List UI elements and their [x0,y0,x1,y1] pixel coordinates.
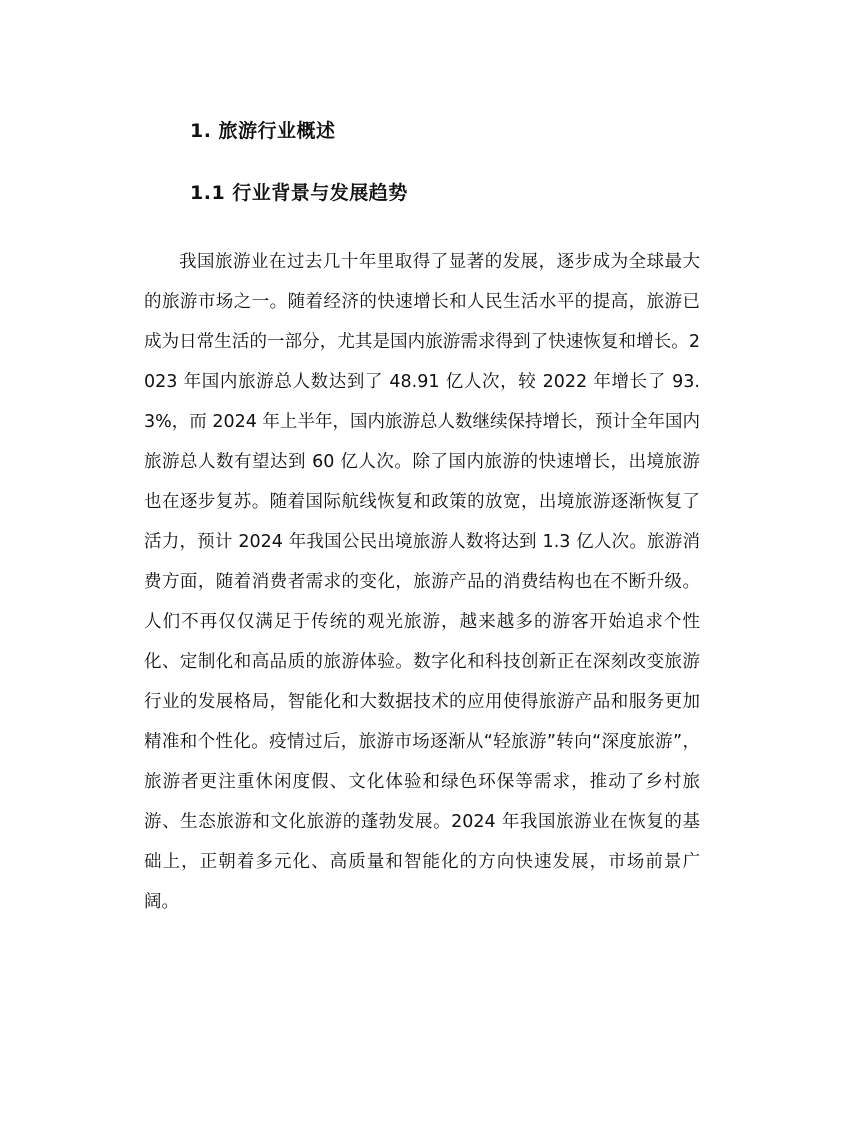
subsection-heading: 1.1 行业背景与发展趋势 [190,182,408,204]
section-heading: 1. 旅游行业概述 [190,120,336,142]
body-paragraph: 我国旅游业在过去几十年里取得了显著的发展，逐步成为全球最大的旅游市场之一。随着经济的快速增长和人民生活水平的提高，旅游已成为日常生活的一部分，尤其是国内旅游需求得到了快速恢复和增长。2023 年国内旅游总人数达到了 48.91 亿人次，较 2022 年增长了 93.3%，而 2024 年上半年，国内旅游总人数继续保持增长，预计全年国内旅游总人数有望达到 60 亿人次。除了国内旅游的快速增长，出境旅游也在逐步复苏。随着国际航线恢复和政策的放宽，出境旅游逐渐恢复了活力，预计 2024 年我国公民出境旅游人数将达到 1.3 亿人次。旅游消费方面，随着消费者需求的变化，旅游产品的消费结构也在不断升级。人们不再仅仅满足于传统的观光旅游，越来越多的游客开始追求个性化、定制化和高品质的旅游体验。数字化和科技创新正在深刻改变旅游行业的发展格局，智能化和大数据技术的应用使得旅游产品和服务更加精准和个性化。疫情过后，旅游市场逐渐从“轻旅游”转向“深度旅游”，旅游者更注重休闲度假、文化体验和绿色环保等需求，推动了乡村旅游、生态旅游和文化旅游的蓬勃发展。2024 年我国旅游业在恢复的基础上，正朝着多元化、高质量和智能化的方向快速发展，市场前景广阔。 [144,252,700,912]
